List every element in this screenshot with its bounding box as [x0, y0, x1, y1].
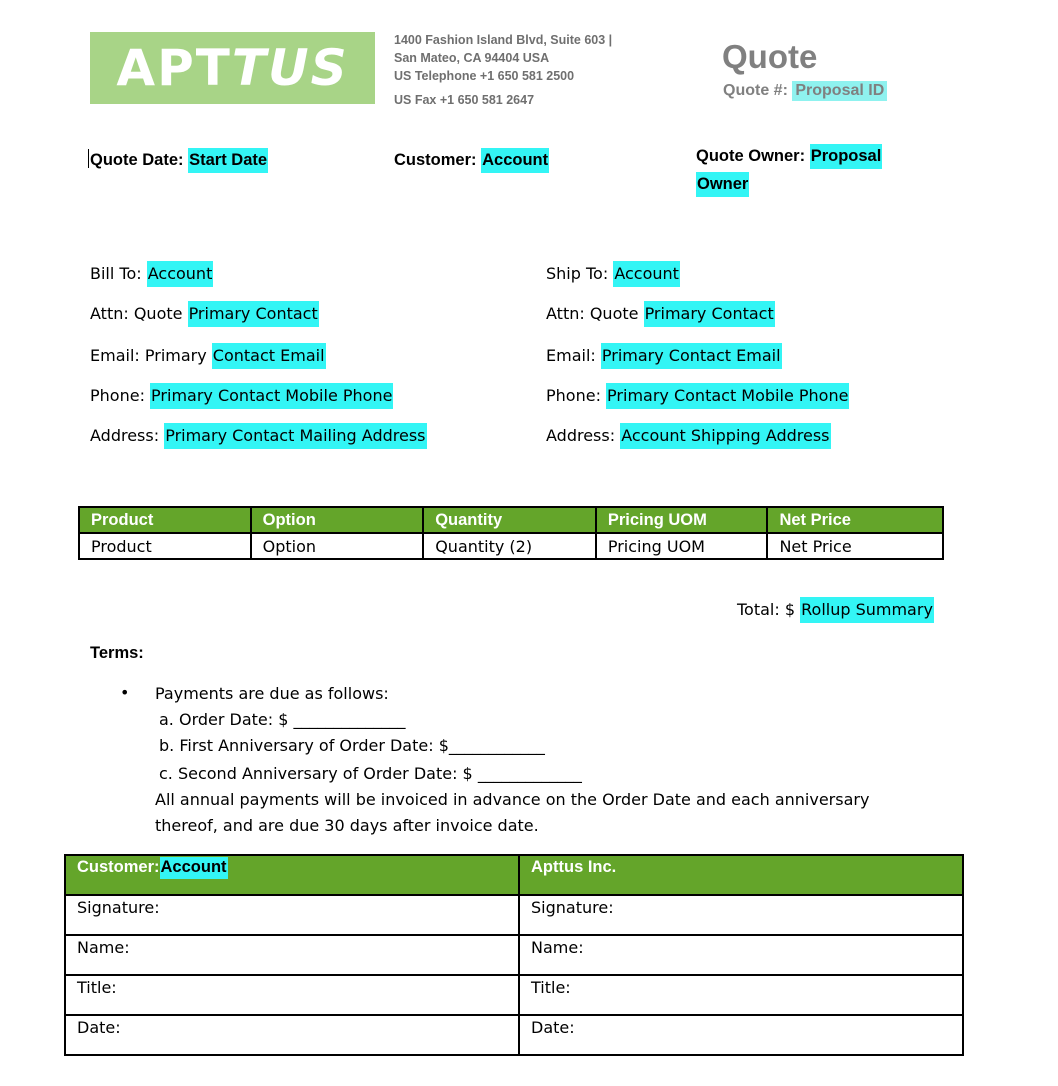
bill-attn-label: Attn: Quote: [90, 304, 183, 323]
terms-intro: Payments are due as follows:: [155, 684, 389, 703]
customer-label: Customer:: [394, 151, 477, 169]
cell-quantity: Quantity (2): [423, 533, 596, 559]
bill-email-value: Contact Email: [212, 343, 326, 369]
bill-email-label: Email: Primary: [90, 346, 207, 365]
customer-header: [65, 855, 519, 895]
address-line-3: US Telephone +1 650 581 2500: [394, 69, 575, 83]
address-line-2: San Mateo, CA 94404 USA: [394, 51, 550, 65]
quote-date-label: Quote Date:: [90, 151, 184, 169]
table-row: [79, 533, 943, 559]
ship-email-label: Email:: [546, 346, 596, 365]
company-name-cell: Name:: [519, 935, 963, 975]
quote-owner-label: Quote Owner:: [696, 147, 806, 165]
address-line-1: 1400 Fashion Island Blvd, Suite 603 |: [394, 33, 613, 47]
bill-address-label: Address:: [90, 426, 160, 445]
header-product: Product: [79, 507, 251, 533]
customer-title-cell: Title:: [65, 975, 519, 1015]
quote-number-label: Quote #:: [723, 82, 788, 99]
header-pricing-uom: Pricing UOM: [596, 507, 768, 533]
logo-text: APTTUS: [116, 39, 349, 97]
sig-customer-label: Customer:: [77, 858, 160, 876]
company-address: [394, 31, 612, 109]
bill-to: [90, 264, 213, 283]
company-signature-cell: Signature:: [519, 895, 963, 935]
total: [737, 600, 934, 619]
ship-address: [546, 426, 831, 445]
terms-item-b: b. First Anniversary of Order Date: $____________: [159, 736, 545, 755]
date-row: [65, 1015, 963, 1055]
quote-owner-value-1: Proposal: [810, 144, 883, 169]
ship-attn-label: Attn: Quote: [546, 304, 639, 323]
customer-date-cell: Date:: [65, 1015, 519, 1055]
bill-attn: [90, 304, 319, 323]
cell-pricing-uom: Pricing UOM: [596, 533, 768, 559]
header-net-price: Net Price: [767, 507, 943, 533]
bill-attn-value: Primary Contact: [188, 301, 319, 327]
address-line-4: US Fax +1 650 581 2647: [394, 93, 535, 107]
ship-email-value: Primary Contact Email: [601, 343, 782, 369]
quote-number-value: Proposal ID: [792, 81, 887, 101]
apttus-logo: [90, 32, 375, 104]
sig-customer-value: Account: [160, 857, 228, 879]
bill-to-label: Bill To:: [90, 264, 142, 283]
cell-option: Option: [251, 533, 424, 559]
bill-email: [90, 346, 326, 365]
ship-phone-label: Phone:: [546, 386, 601, 405]
ship-phone: [546, 386, 849, 405]
bill-to-value: Account: [147, 261, 214, 287]
ship-address-value: Account Shipping Address: [620, 423, 830, 449]
ship-to-label: Ship To:: [546, 264, 609, 283]
ship-to: [546, 264, 680, 283]
name-row: [65, 935, 963, 975]
bill-address: [90, 426, 427, 445]
signature-table: [64, 854, 964, 1056]
company-title-cell: Title:: [519, 975, 963, 1015]
signature-table-header: [65, 855, 963, 895]
quote-number: [723, 82, 887, 100]
bill-phone-value: Primary Contact Mobile Phone: [150, 383, 393, 409]
customer-value: Account: [481, 148, 549, 173]
total-label: Total: $: [737, 600, 796, 619]
bill-address-value: Primary Contact Mailing Address: [164, 423, 426, 449]
terms-note-2: thereof, and are due 30 days after invoice date.: [155, 816, 539, 835]
customer-name-cell: Name:: [65, 935, 519, 975]
customer-signature-cell: Signature:: [65, 895, 519, 935]
bill-phone-label: Phone:: [90, 386, 145, 405]
cell-product: Product: [79, 533, 251, 559]
signature-row: [65, 895, 963, 935]
ship-email: [546, 346, 782, 365]
text-cursor: [88, 149, 89, 168]
product-table-header: [79, 507, 943, 533]
quote-date-value: Start Date: [188, 148, 268, 173]
quote-owner-value-2: Owner: [696, 172, 749, 197]
cell-net-price: Net Price: [767, 533, 943, 559]
terms-item-c: c. Second Anniversary of Order Date: $ _____________: [159, 764, 582, 783]
company-date-cell: Date:: [519, 1015, 963, 1055]
terms-note-1: All annual payments will be invoiced in advance on the Order Date and each anniversary: [155, 790, 870, 809]
quote-date: [90, 146, 268, 174]
company-header: Apttus Inc.: [519, 855, 963, 895]
ship-attn: [546, 304, 775, 323]
product-table: [78, 506, 944, 560]
bill-phone: [90, 386, 393, 405]
total-value: Rollup Summary: [800, 597, 934, 623]
ship-phone-value: Primary Contact Mobile Phone: [606, 383, 849, 409]
title-row: [65, 975, 963, 1015]
customer: [394, 146, 549, 174]
terms-heading: Terms:: [90, 644, 144, 662]
quote-owner: [696, 142, 882, 198]
terms-item-a: a. Order Date: $ ______________: [159, 710, 406, 729]
document-title: Quote: [722, 38, 818, 75]
ship-attn-value: Primary Contact: [644, 301, 775, 327]
header-option: Option: [251, 507, 424, 533]
bullet-icon: •: [120, 683, 130, 702]
ship-to-value: Account: [613, 261, 680, 287]
ship-address-label: Address:: [546, 426, 616, 445]
header-quantity: Quantity: [423, 507, 596, 533]
